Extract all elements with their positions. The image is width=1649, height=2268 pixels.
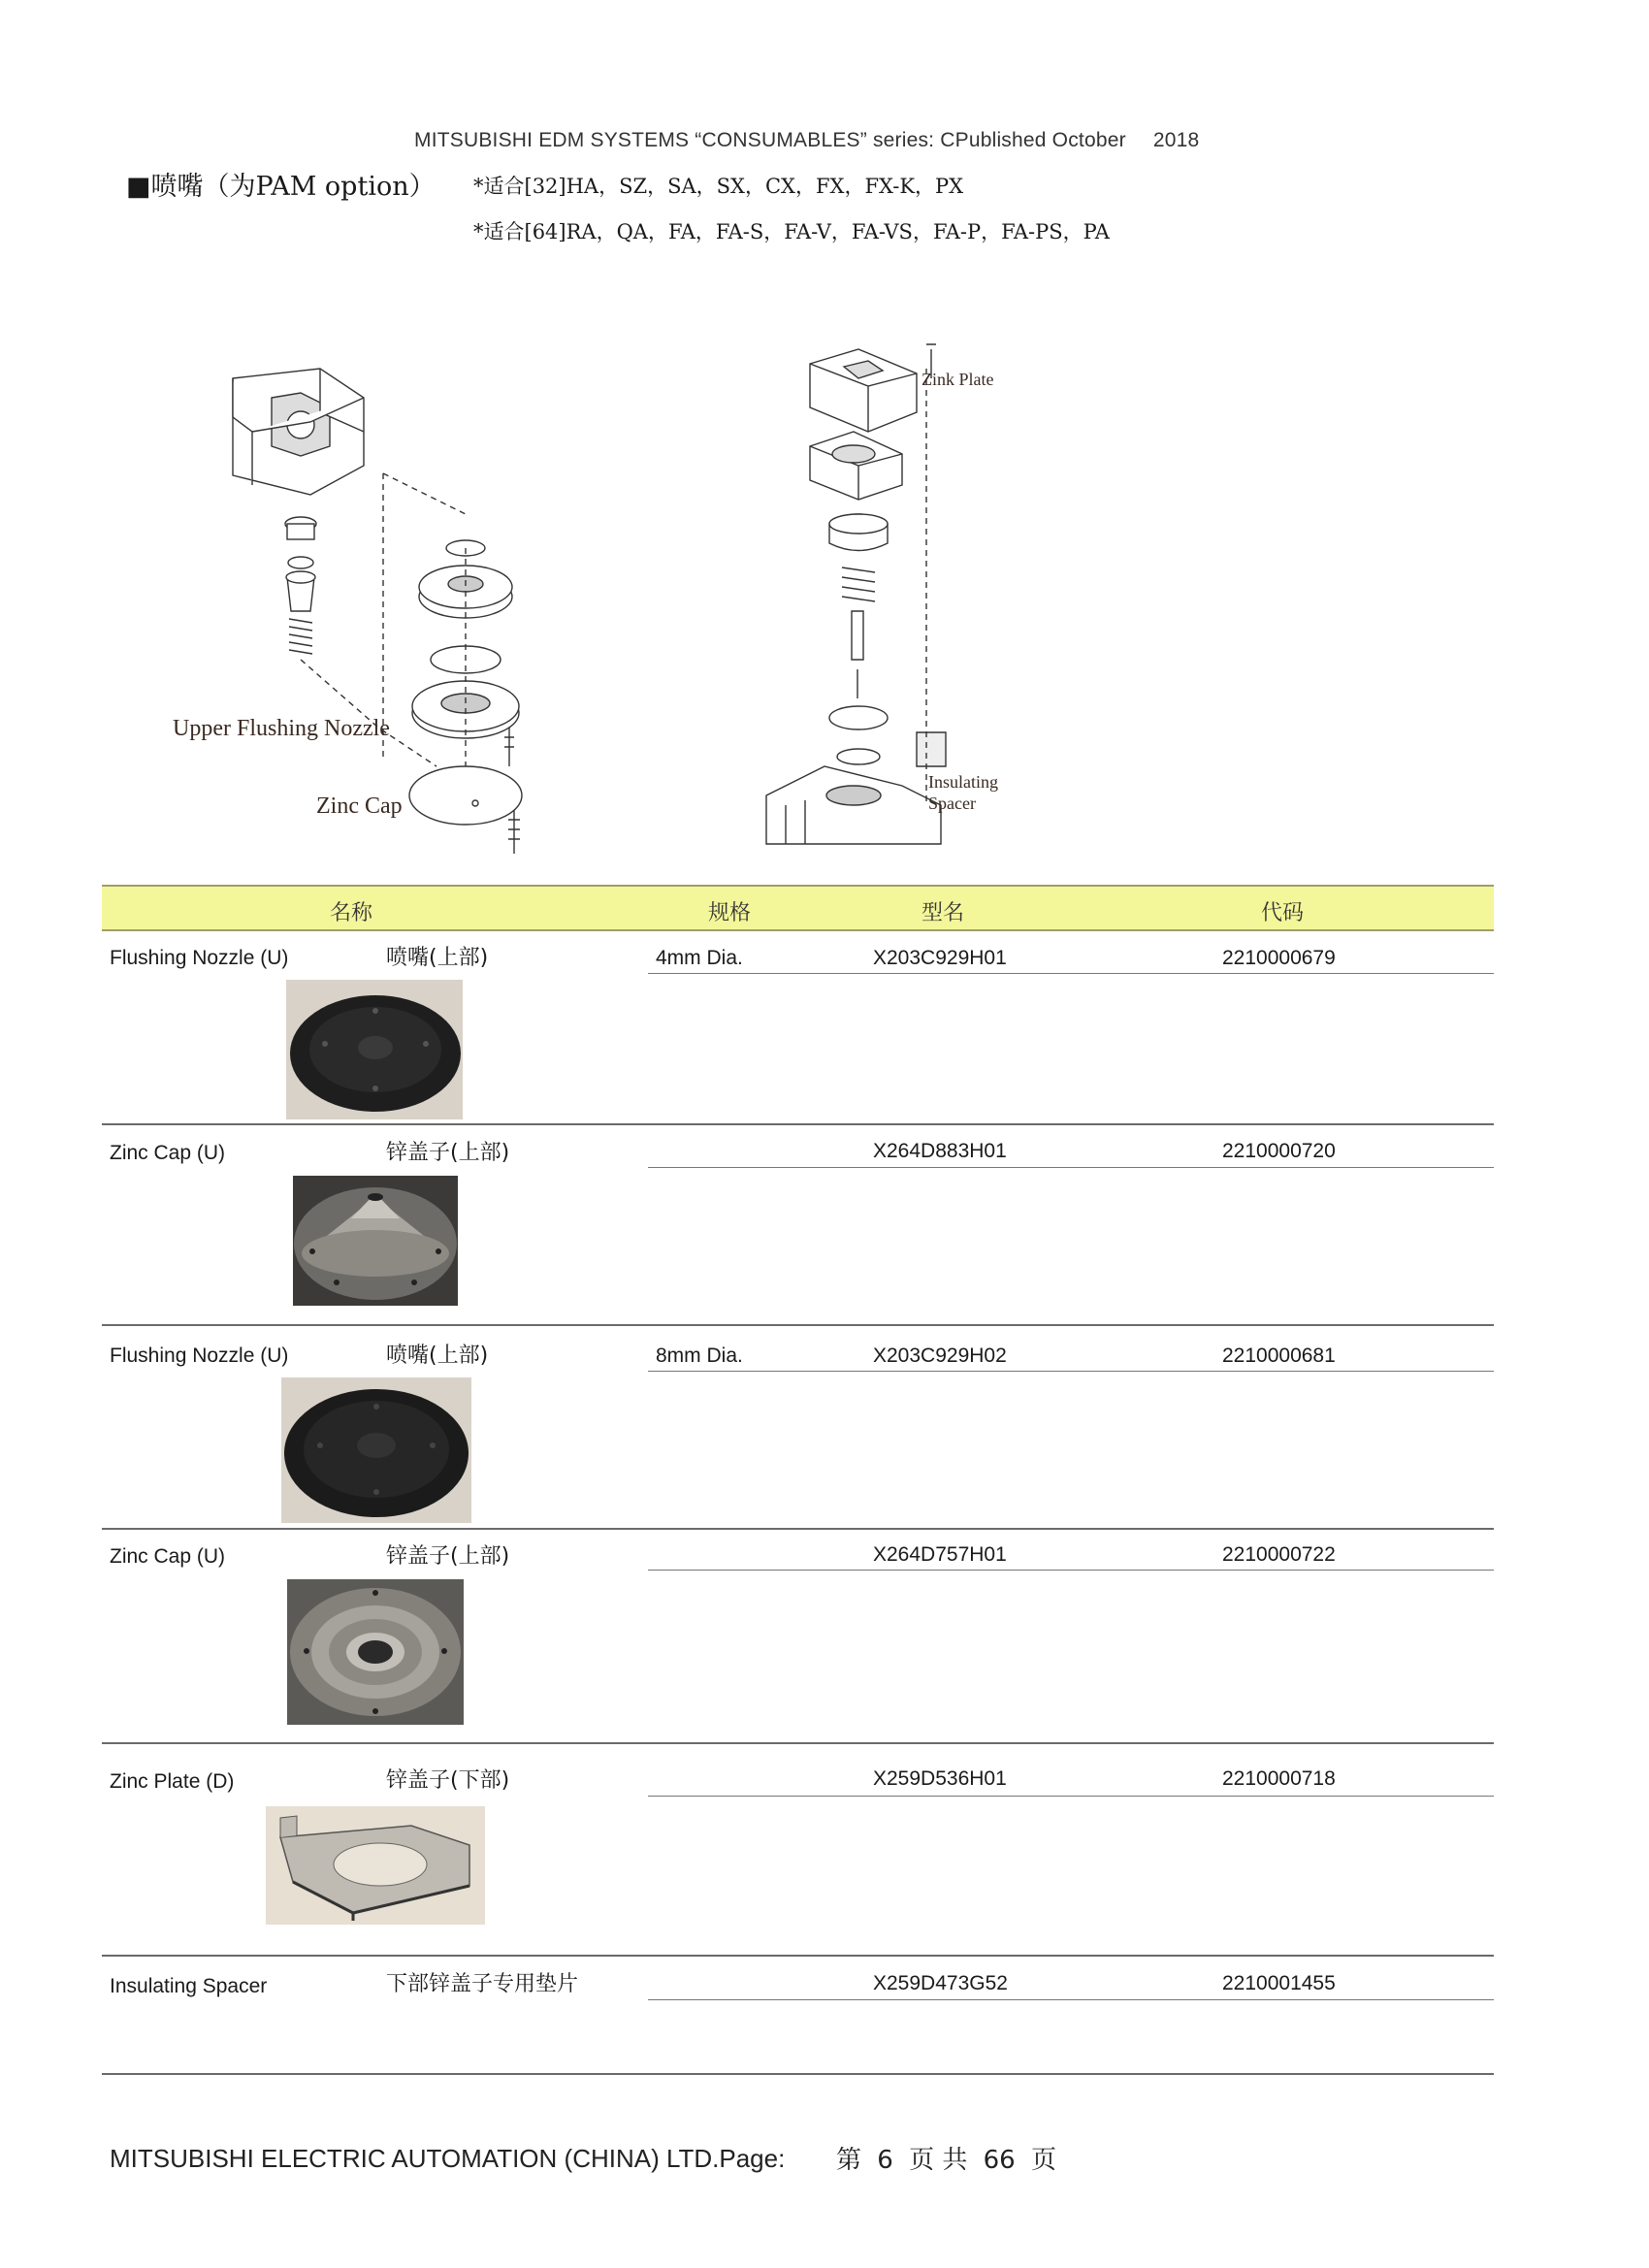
col-header-model: 型名 bbox=[922, 901, 965, 925]
section-title: ■喷嘴（为PAM option） bbox=[126, 172, 436, 202]
table-row-6-name-cn: 下部锌盖子专用垫片 bbox=[386, 1972, 579, 1996]
zinc-cap-label: Zinc Cap bbox=[316, 794, 403, 819]
row-3-underline bbox=[648, 1371, 1494, 1372]
footer-page-current: 6 bbox=[877, 2146, 893, 2175]
table-row-2-name-cn: 锌盖子(上部) bbox=[386, 1141, 510, 1165]
table-row-1-spec: 4mm Dia. bbox=[656, 947, 743, 969]
row-5-separator bbox=[102, 1955, 1494, 1957]
table-row-6-name-en: Insulating Spacer bbox=[110, 1975, 268, 1997]
table-row-5-code: 2210000718 bbox=[1222, 1767, 1336, 1790]
col-header-name: 名称 bbox=[330, 901, 373, 925]
table-row-4-model: X264D757H01 bbox=[873, 1543, 1007, 1566]
table-row-2-model: X264D883H01 bbox=[873, 1140, 1007, 1162]
compatibility-line-2: *适合[64]RA，QA，FA，FA-S，FA-V，FA-VS，FA-P，FA-PS，PA bbox=[473, 220, 1110, 243]
col-header-code: 代码 bbox=[1261, 901, 1305, 925]
row-2-underline bbox=[648, 1167, 1494, 1168]
table-row-1-name-cn: 喷嘴(上部) bbox=[386, 946, 489, 970]
table-row-3-name-en: Flushing Nozzle (U) bbox=[110, 1345, 289, 1367]
row-5-underline bbox=[648, 1796, 1494, 1797]
insulating-spacer-label-line2: Spacer bbox=[928, 794, 976, 813]
table-row-2-name-en: Zinc Cap (U) bbox=[110, 1142, 226, 1164]
publication-year: 2018 bbox=[1152, 129, 1200, 151]
insulating-spacer-label-line1: Insulating bbox=[928, 772, 998, 792]
col-header-spec: 规格 bbox=[708, 901, 752, 925]
table-row-6-code: 2210001455 bbox=[1222, 1972, 1336, 1994]
table-row-3-code: 2210000681 bbox=[1222, 1345, 1336, 1367]
footer-page-mid: 页 共 bbox=[909, 2146, 968, 2175]
compatibility-line-1: *适合[32]HA，SZ，SA，SX，CX，FX，FX-K，PX bbox=[473, 175, 964, 198]
table-row-6-model: X259D473G52 bbox=[873, 1972, 1008, 1994]
table-row-3-spec: 8mm Dia. bbox=[656, 1345, 743, 1367]
footer-page-suffix: 页 bbox=[1030, 2146, 1056, 2175]
table-row-4-name-en: Zinc Cap (U) bbox=[110, 1545, 226, 1568]
footer-page-total: 66 bbox=[983, 2146, 1016, 2175]
row-3-separator bbox=[102, 1528, 1494, 1530]
row-6-underline bbox=[648, 1999, 1494, 2000]
table-row-3-model: X203C929H02 bbox=[873, 1345, 1007, 1367]
table-row-2-code: 2210000720 bbox=[1222, 1140, 1336, 1162]
flushing-nozzle-8mm-photo bbox=[281, 1377, 471, 1523]
footer-page-indicator bbox=[836, 2140, 1056, 2176]
table-row-5-name-cn: 锌盖子(下部) bbox=[386, 1768, 510, 1793]
table-row-1-name-en: Flushing Nozzle (U) bbox=[110, 947, 289, 969]
zinc-cap-883-photo bbox=[293, 1176, 458, 1306]
table-row-3-name-cn: 喷嘴(上部) bbox=[386, 1344, 489, 1368]
row-1-underline bbox=[648, 973, 1494, 974]
zinc-plate-photo bbox=[266, 1806, 485, 1925]
table-row-1-code: 2210000679 bbox=[1222, 947, 1336, 969]
publication-line: MITSUBISHI EDM SYSTEMS “CONSUMABLES” series: CPublished October bbox=[414, 129, 1126, 151]
row-2-separator bbox=[102, 1324, 1494, 1326]
upper-flushing-nozzle-label: Upper Flushing Nozzle bbox=[173, 716, 390, 741]
row-6-separator bbox=[102, 2073, 1494, 2075]
flushing-nozzle-4mm-photo bbox=[286, 980, 463, 1119]
row-1-separator bbox=[102, 1123, 1494, 1125]
row-4-separator bbox=[102, 1742, 1494, 1744]
table-row-4-name-cn: 锌盖子(上部) bbox=[386, 1544, 510, 1569]
row-4-underline bbox=[648, 1570, 1494, 1571]
footer-company: MITSUBISHI ELECTRIC AUTOMATION (CHINA) LTD.Page: bbox=[110, 2144, 786, 2173]
zinc-cap-757-photo bbox=[287, 1579, 464, 1725]
publication-header bbox=[414, 129, 1199, 152]
table-row-5-model: X259D536H01 bbox=[873, 1767, 1007, 1790]
table-row-4-code: 2210000722 bbox=[1222, 1543, 1336, 1566]
table-row-5-name-en: Zinc Plate (D) bbox=[110, 1770, 235, 1793]
zink-plate-label: Zink Plate bbox=[922, 370, 994, 389]
table-row-1-model: X203C929H01 bbox=[873, 947, 1007, 969]
footer-page-prefix: 第 bbox=[836, 2146, 862, 2175]
